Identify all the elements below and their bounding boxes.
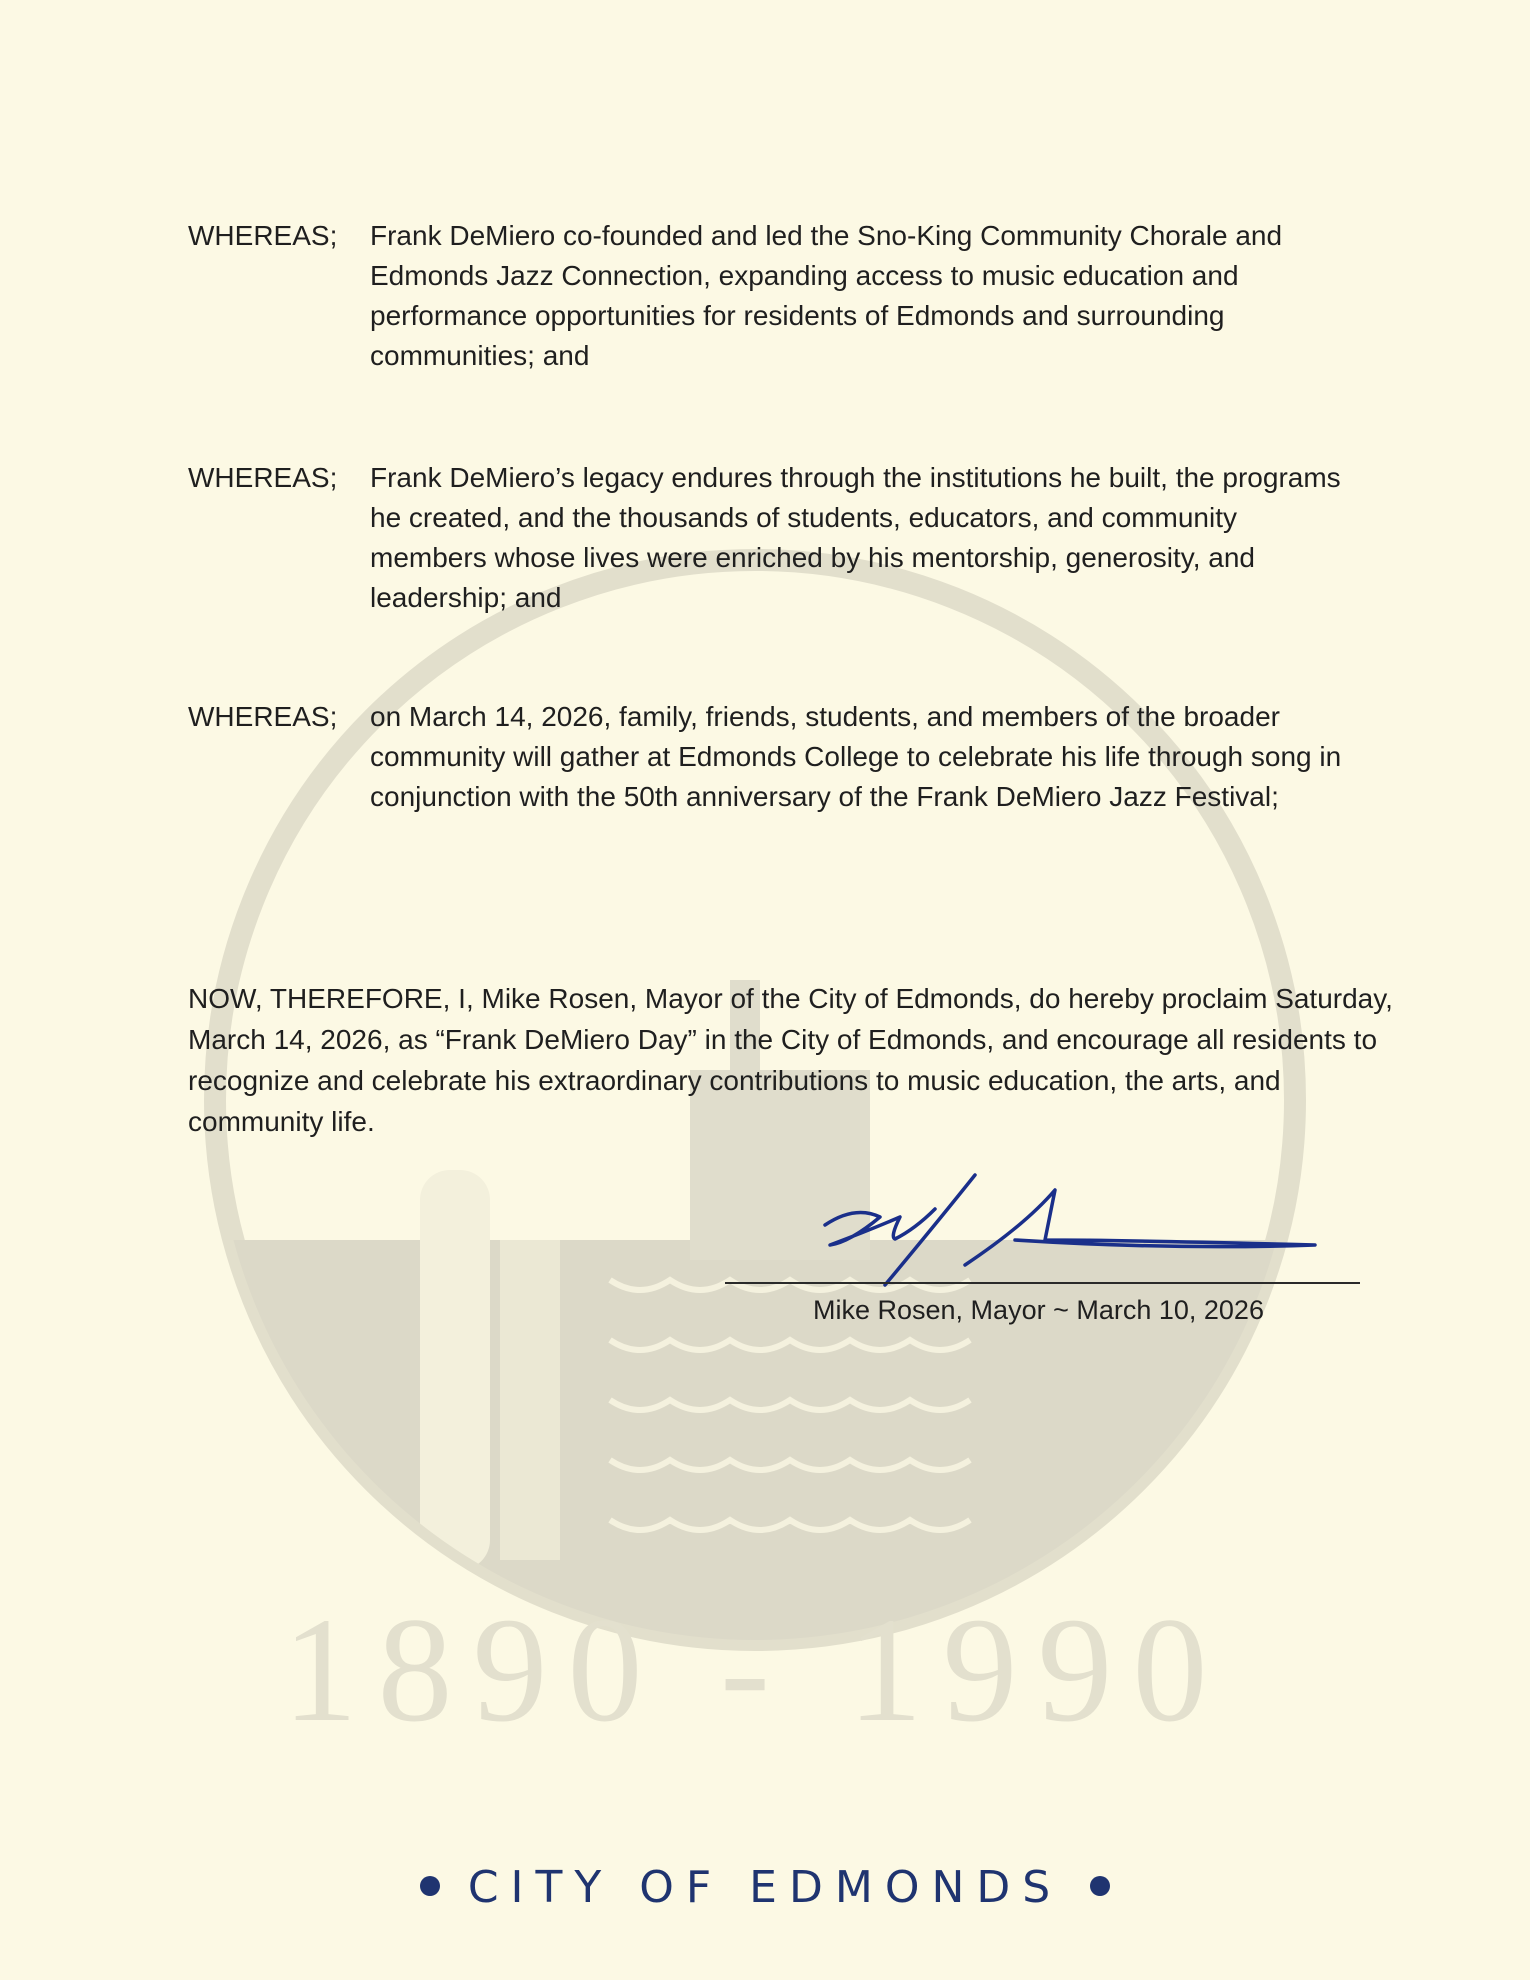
signature-caption: Mike Rosen, Mayor ~ March 10, 2026 xyxy=(813,1295,1264,1325)
whereas-text: Frank DeMiero’s legacy endures through the institutions he built, the programs he created, and the thousands of students, educators, and community members whose lives were enriched by his mentorship, generosity, and leadership; and xyxy=(370,462,1341,613)
whereas-text: Frank DeMiero co-founded and led the Sno-King Community Chorale and Edmonds Jazz Connection, expanding access to music education and performance opportunities for residents of Edmonds and surrounding communities; and xyxy=(370,220,1283,371)
whereas-keyword: WHEREAS; xyxy=(188,220,338,251)
whereas-keyword: WHEREAS; xyxy=(188,701,338,732)
whereas-clause-3 xyxy=(188,697,1368,817)
whereas-keyword: WHEREAS; xyxy=(188,462,338,493)
footer-text: CITY OF EDMONDS xyxy=(467,1862,1063,1913)
whereas-clause-1 xyxy=(188,216,1368,376)
bullet-icon xyxy=(1090,1876,1110,1896)
signature-block xyxy=(725,1170,1365,1330)
bullet-icon xyxy=(420,1876,440,1896)
whereas-clause-2 xyxy=(188,458,1368,618)
watermark-years: 1890 - 1990 xyxy=(282,1587,1228,1753)
signature-line xyxy=(725,1282,1360,1284)
whereas-text: on March 14, 2026, family, friends, students, and members of the broader community will gather at Edmonds College to celebrate his life through song in conjunction with the 50th anniversary of the Frank DeMiero Jazz Festival; xyxy=(370,701,1342,812)
city-footer xyxy=(0,1862,1530,1913)
mayor-signature xyxy=(805,1170,1325,1290)
proclamation-statement: NOW, THEREFORE, I, Mike Rosen, Mayor of the City of Edmonds, do hereby proclaim Saturday, March 14, 2026, as “Frank DeMiero Day” in the City of Edmonds, and encourage all residents to recognize and celebrate his extraordinary contributions to music education, the arts, and community life. xyxy=(188,983,1393,1137)
